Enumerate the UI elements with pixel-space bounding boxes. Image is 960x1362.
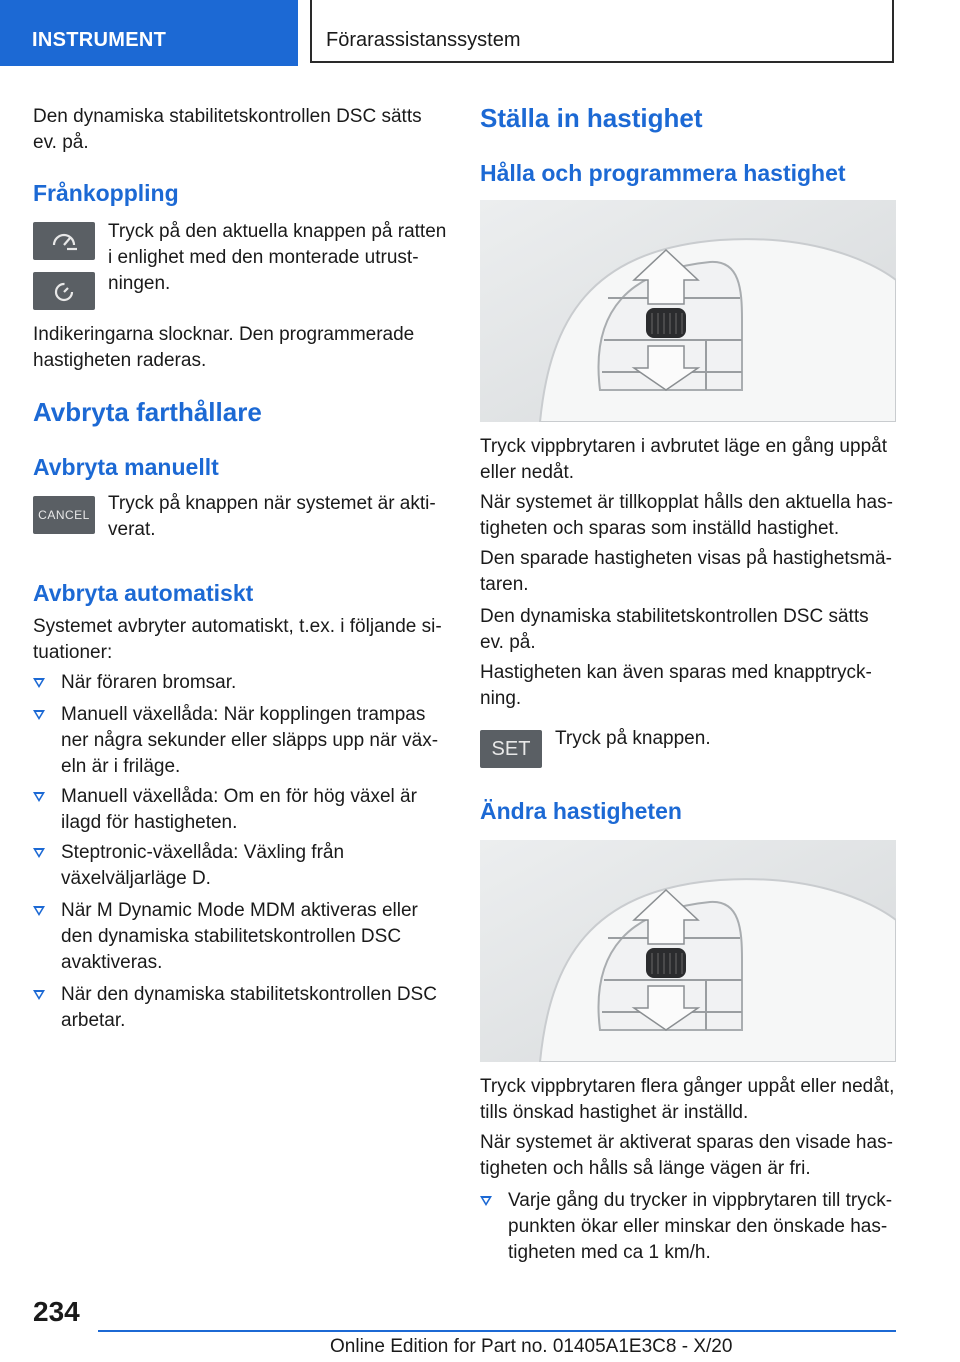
triangle-bullet-icon — [33, 990, 45, 1000]
header-section-tab — [0, 0, 298, 66]
list-item — [33, 898, 443, 976]
set-button-icon — [480, 730, 542, 768]
list-item — [480, 1188, 896, 1266]
right-para: Hastigheten kan även sparas med knapptryckning. — [480, 662, 872, 709]
avbryta-automatiskt-text: Systemet avbryter automatiskt, t.ex. i följande situationer: — [33, 616, 442, 663]
avbryta-heading: Avbryta farthållare — [33, 397, 262, 427]
change-para: Tryck vippbrytaren flera gånger uppåt eller nedåt, tills önskad hastighet är inställd. — [480, 1076, 895, 1123]
set-button-label: SET — [491, 737, 531, 760]
frankoppling-text: Tryck på den aktuella knappen på ratten i enlighet med den monterade utrustningen. — [108, 221, 447, 294]
list-item-text: När den dynamiska stabilitetskontrollen DSC arbetar. — [61, 984, 437, 1031]
stalla-in-heading: Ställa in hastighet — [480, 103, 703, 133]
cruise-off-button-icon — [33, 222, 95, 260]
page-number: 234 — [33, 1296, 80, 1327]
list-item-text: Steptronic-växellåda: Växling från växelväljarläge D. — [61, 842, 345, 889]
list-item-text: När föraren bromsar. — [61, 672, 237, 693]
triangle-bullet-icon — [33, 906, 45, 916]
header-topic-label: Förarassistanssystem — [326, 29, 521, 51]
list-item-text: När M Dynamic Mode MDM aktiveras eller den dynamiska stabilitetskontrollen DSC avaktiveras. — [61, 900, 418, 973]
header-section-label: INSTRUMENT — [32, 29, 167, 51]
frankoppling-heading: Frånkoppling — [33, 180, 179, 206]
steering-wheel-rocker-photo — [480, 200, 896, 422]
change-para: När systemet är aktiverat sparas den visade hastigheten och hålls så länge vägen är fri. — [480, 1132, 893, 1179]
list-item — [33, 670, 443, 696]
triangle-bullet-icon — [33, 792, 45, 802]
steering-wheel-rocker-photo-2 — [480, 840, 896, 1062]
set-text: Tryck på knappen. — [555, 728, 711, 749]
avbryta-automatiskt-heading: Avbryta automatiskt — [33, 580, 254, 606]
avbryta-manuellt-text: Tryck på knappen när systemet är aktiverat. — [108, 493, 436, 540]
list-item-text: Varje gång du trycker in vippbrytaren till tryckpunkten ökar eller minskar den önskade hastigheten med ca 1 km/h. — [508, 1190, 893, 1263]
triangle-bullet-icon — [33, 678, 45, 688]
rocker-switch-illustration — [480, 840, 896, 1062]
list-item — [33, 784, 443, 836]
cruise-control-icon — [49, 230, 79, 252]
cancel-button-label: CANCEL — [38, 508, 90, 522]
list-item — [33, 982, 443, 1034]
right-para: Den sparade hastigheten visas på hastighetsmätaren. — [480, 548, 892, 595]
cancel-button-icon — [33, 496, 95, 534]
andra-heading: Ändra hastigheten — [480, 798, 682, 824]
list-item — [33, 840, 443, 892]
triangle-bullet-icon — [33, 710, 45, 720]
footer-edition-text: Online Edition for Part no. 01405A1E3C8 - X/20 — [330, 1336, 733, 1357]
rocker-switch-illustration — [480, 200, 896, 422]
right-para: Den dynamiska stabilitetskontrollen DSC sätts ev. på. — [480, 606, 869, 653]
list-item-text: Manuell växellåda: Om en för hög växel är ilagd för hastigheten. — [61, 786, 417, 833]
halla-heading: Hålla och programmera hastighet — [480, 160, 846, 186]
right-para: När systemet är tillkopplat hålls den aktuella hastigheten och sparas som inställd hastighet. — [480, 492, 893, 539]
triangle-bullet-icon — [33, 848, 45, 858]
indicator-text: Indikeringarna slocknar. Den programmerade hastigheten raderas. — [33, 324, 415, 371]
list-item — [33, 702, 443, 780]
right-para: Tryck vippbrytaren i avbrutet läge en gång uppåt eller nedåt. — [480, 436, 887, 483]
header-topic-box — [310, 0, 894, 63]
avbryta-manuellt-heading: Avbryta manuellt — [33, 454, 219, 480]
footer-divider — [98, 1330, 896, 1332]
list-item-text: Manuell växellåda: När kopplingen trampas ner några sekunder eller släpps upp när växeln är i friläge. — [61, 704, 439, 777]
limiter-off-button-icon — [33, 272, 95, 310]
intro-text: Den dynamiska stabilitetskontrollen DSC sätts ev. på. — [33, 106, 422, 153]
speed-limiter-icon — [52, 279, 76, 303]
triangle-bullet-icon — [480, 1196, 492, 1206]
